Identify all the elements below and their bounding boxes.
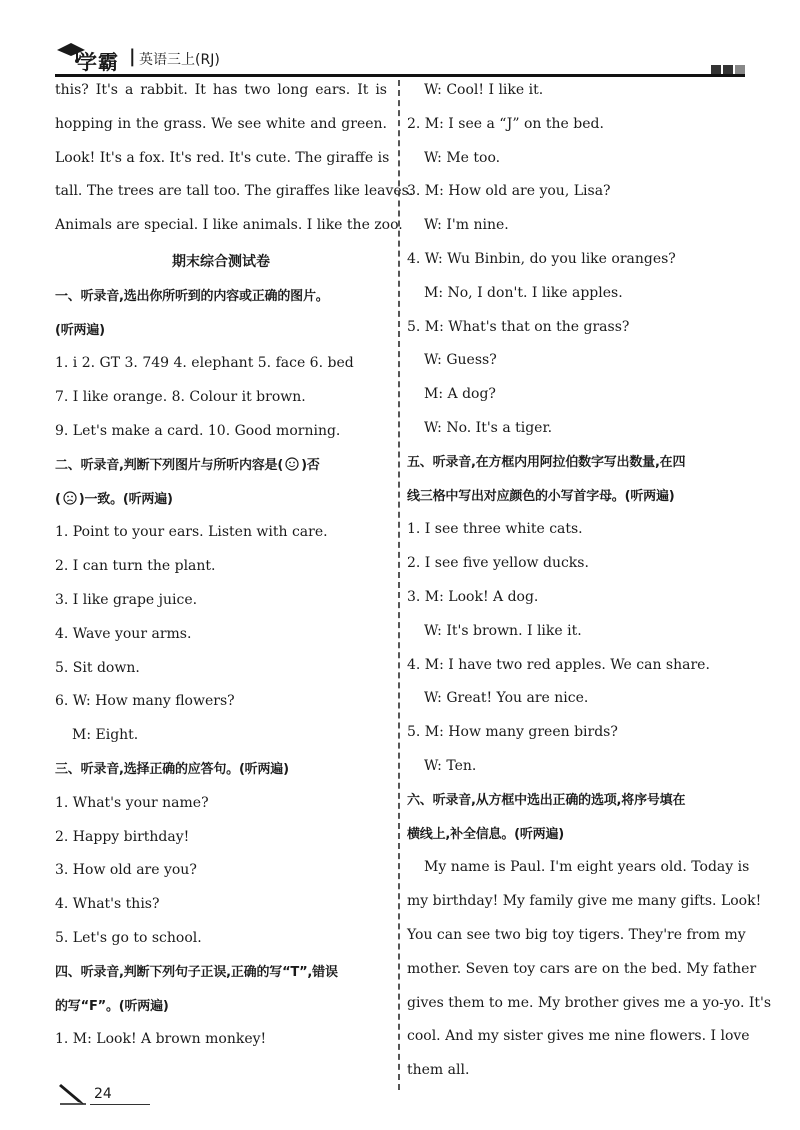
section-1-heading: 一、听录音,选出你所听到的内容或正确的图片。 <box>55 288 329 304</box>
left-column <box>55 74 414 1057</box>
list-item: 4. Wave your arms. <box>55 625 192 642</box>
dialogue-line: 5. M: What's that on the grass? <box>407 318 630 335</box>
section-6-heading-cont: 横线上,补全信息。(听两遍) <box>407 826 565 842</box>
section-2-heading-text: )一致。(听两遍) <box>78 491 173 507</box>
list-item: 1. What's your name? <box>55 794 209 811</box>
section-2-heading-text: )否 <box>301 457 320 473</box>
section-6-heading: 六、听录音,从方框中选出正确的选项,将序号填在 <box>407 792 686 808</box>
passage-line: cool. And my sister gives me nine flowers. I love <box>407 1028 750 1045</box>
dialogue-line: 4. W: Wu Binbin, do you like oranges? <box>407 250 676 267</box>
list-item: 1. I see three white cats. <box>407 521 583 538</box>
pencil-icon <box>58 1080 88 1106</box>
list-item: 4. M: I have two red apples. We can share. <box>407 656 710 673</box>
section-5-heading: 五、听录音,在方框内用阿拉伯数字写出数量,在四 <box>407 454 686 470</box>
list-item: 5. Let's go to school. <box>55 929 202 946</box>
list-item: M: Eight. <box>72 727 139 744</box>
list-item: 3. I like grape juice. <box>55 591 198 608</box>
passage-line: my birthday! My family give me many gifts. Look! <box>407 893 762 910</box>
dialogue-line: M: No, I don't. I like apples. <box>424 284 623 301</box>
list-item: W: Ten. <box>424 757 477 774</box>
passage-line: hopping in the grass. We see white and green. <box>55 115 387 132</box>
list-item: 7. I like orange. 8. Colour it brown. <box>55 389 306 406</box>
smiley-face-icon <box>285 457 299 471</box>
dialogue-line: 2. M: I see a “J” on the bed. <box>407 115 604 132</box>
dialogue-line: W: Me too. <box>424 149 501 166</box>
section-5-heading-cont: 线三格中写出对应颜色的小写首字母。(听两遍) <box>407 488 675 504</box>
footer-rule <box>90 1104 150 1105</box>
list-item: W: Great! You are nice. <box>424 690 589 707</box>
list-item: W: It's brown. I like it. <box>424 622 582 639</box>
list-item: 4. What's this? <box>55 896 160 913</box>
page-number: 24 <box>94 1086 112 1102</box>
list-item: 5. M: How many green birds? <box>407 724 618 741</box>
dialogue-line: M: A dog? <box>424 386 496 403</box>
list-item: 9. Let's make a card. 10. Good morning. <box>55 422 341 439</box>
subject-label: 英语三上(RJ) <box>139 52 220 68</box>
page-header <box>55 40 745 74</box>
section-3-heading: 三、听录音,选择正确的应答句。(听两遍) <box>55 761 289 777</box>
dialogue-line: W: I'm nine. <box>424 217 509 234</box>
section-4-heading-cont: 的写“F”。(听两遍) <box>55 998 169 1014</box>
dialogue-line: W: Cool! I like it. <box>424 82 544 98</box>
sad-face-icon <box>63 491 77 505</box>
list-item: 2. Happy birthday! <box>55 828 190 845</box>
passage-line: My name is Paul. I'm eight years old. Today is <box>424 859 750 876</box>
list-item: 6. W: How many flowers? <box>55 693 235 710</box>
dialogue-line: 3. M: How old are you, Lisa? <box>407 183 611 200</box>
right-column <box>407 74 772 1088</box>
exam-title: 期末综合测试卷 <box>172 253 270 270</box>
section-2-heading <box>55 449 387 483</box>
list-item: 1. i 2. GT 3. 749 4. elephant 5. face 6. bed <box>55 355 354 372</box>
passage-line: this? It's a rabbit. It has two long ears. It is <box>55 82 387 98</box>
passage-line: You can see two big toy tigers. They're from my <box>407 926 746 943</box>
passage-line: Look! It's a fox. It's red. It's cute. The giraffe is <box>55 149 390 166</box>
list-item: 2. I see five yellow ducks. <box>407 555 589 572</box>
passage-line: them all. <box>407 1062 470 1079</box>
section-4-heading: 四、听录音,判断下列句子正误,正确的写“T”,错误 <box>55 964 338 980</box>
section-2-heading-cont <box>55 483 387 517</box>
list-item: 3. How old are you? <box>55 862 197 879</box>
list-item: 3. M: Look! A dog. <box>407 588 539 605</box>
section-1-heading-cont: (听两遍) <box>55 322 105 338</box>
section-2-heading-text: 二、听录音,判断下列图片与所听内容是( <box>55 457 284 473</box>
passage-line: mother. Seven toy cars are on the bed. My father <box>407 960 757 977</box>
header-separator: | <box>129 46 136 67</box>
list-item: 5. Sit down. <box>55 659 140 676</box>
dialogue-line: W: Guess? <box>424 352 497 369</box>
brand-name: 学霸 <box>77 50 119 74</box>
page-footer <box>58 1080 128 1110</box>
passage-line: gives them to me. My brother gives me a yo-yo. It's <box>407 994 772 1011</box>
list-item: 1. M: Look! A brown monkey! <box>55 1031 267 1048</box>
list-item: 1. Point to your ears. Listen with care. <box>55 524 328 541</box>
passage-line: Animals are special. I like animals. I like the zoo. <box>55 217 403 234</box>
list-item: 2. I can turn the plant. <box>55 558 216 575</box>
passage-line: tall. The trees are tall too. The giraffes like leaves. <box>55 183 414 200</box>
dialogue-line: W: No. It's a tiger. <box>424 419 553 436</box>
section-2-heading-text: ( <box>55 491 61 507</box>
